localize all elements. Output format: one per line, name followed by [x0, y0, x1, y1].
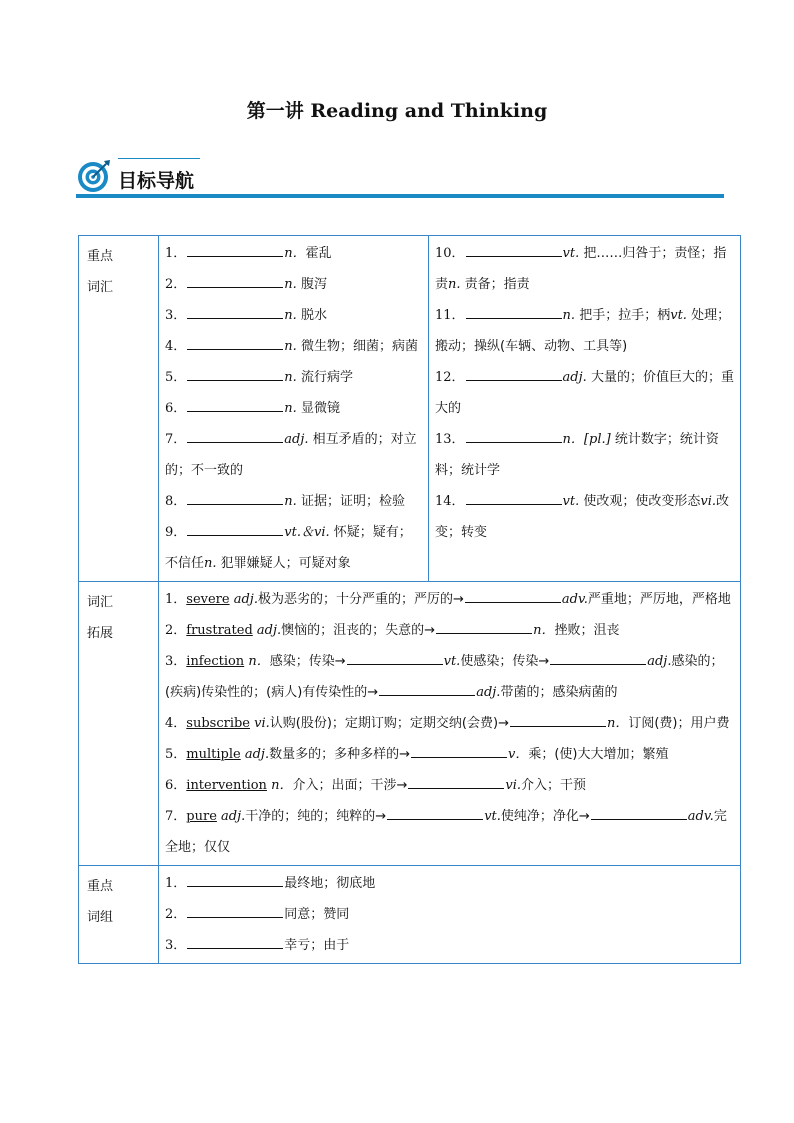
phrases-content: [159, 866, 741, 964]
answer-blank[interactable]: [436, 620, 532, 634]
category-cell: [79, 866, 159, 964]
list-item: 6． n. 显微镜: [165, 393, 422, 424]
vocab-table: [78, 235, 741, 964]
list-item: 2． n. 腹泻: [165, 269, 422, 300]
phrases-row: [79, 866, 741, 964]
answer-blank[interactable]: [466, 305, 562, 319]
list-item: 8． n. 证据；证明；检验: [165, 486, 422, 517]
category-label: 重点: [87, 879, 114, 894]
answer-blank[interactable]: [466, 429, 562, 443]
list-item: 11． n. 把手；拉手；柄vt. 处理；搬动；操纵(车辆、动物、工具等): [435, 300, 734, 362]
list-item: 6．intervention n．介入；出面；干涉→ vi.介入；干预: [165, 770, 734, 801]
vocab-right-column: [429, 236, 741, 582]
answer-blank[interactable]: [510, 713, 606, 727]
answer-blank[interactable]: [187, 522, 283, 536]
vocab-left-column: [159, 236, 429, 582]
answer-blank[interactable]: [465, 589, 561, 603]
list-item: 4．subscribe vi.认购(股份)；定期订购；定期交纳(会费)→ n．订阅(费)；用户费: [165, 708, 734, 739]
answer-blank[interactable]: [187, 274, 283, 288]
target-icon: [76, 158, 112, 194]
list-item: 3．infection n．感染；传染→ vt.使感染；传染→ adj.感染的；(疾病)传染性的；(病人)有传染性的→ adj.带菌的；感染病菌的: [165, 646, 734, 708]
answer-blank[interactable]: [187, 243, 283, 257]
list-item: 1． n．霍乱: [165, 238, 422, 269]
list-item: 12． adj. 大量的；价值巨大的；重大的: [435, 362, 734, 424]
list-item: 1．severe adj.极为恶劣的；十分严重的；严厉的→ adv.严重地；严厉地，严格地: [165, 584, 734, 615]
category-cell: [79, 582, 159, 866]
list-item: 7．pure adj.干净的；纯的；纯粹的→ vt.使纯净；净化→ adv.完全地；仅仅: [165, 801, 734, 863]
answer-blank[interactable]: [466, 243, 562, 257]
page-title: 第一讲 Reading and Thinking: [246, 100, 548, 122]
header-top-line: [118, 158, 200, 159]
list-item: 5．multiple adj.数量多的；多种多样的→ v．乘；(使)大大增加；繁殖: [165, 739, 734, 770]
category-label: 词组: [87, 910, 114, 925]
list-item: 10． vt. 把……归咎于；责怪；指责n. 责备；指责: [435, 238, 734, 300]
list-item: 2． 同意；赞同: [165, 899, 734, 930]
list-item: 3． n. 脱水: [165, 300, 422, 331]
answer-blank[interactable]: [411, 744, 507, 758]
category-cell: [79, 236, 159, 582]
list-item: 14． vt. 使改观；使改变形态vi.改变；转变: [435, 486, 734, 548]
answer-blank[interactable]: [187, 305, 283, 319]
answer-blank[interactable]: [347, 651, 443, 665]
answer-blank[interactable]: [387, 806, 483, 820]
answer-blank[interactable]: [187, 429, 283, 443]
answer-blank[interactable]: [408, 775, 504, 789]
answer-blank[interactable]: [591, 806, 687, 820]
category-label: 重点: [87, 249, 114, 264]
list-item: 7． adj. 相互矛盾的；对立的；不一致的: [165, 424, 422, 486]
list-item: 5． n. 流行病学: [165, 362, 422, 393]
list-item: 1． 最终地；彻底地: [165, 868, 734, 899]
category-label: 词汇: [87, 280, 114, 295]
vocab-row: [79, 236, 741, 582]
answer-blank[interactable]: [187, 491, 283, 505]
list-item: 4． n. 微生物；细菌；病菌: [165, 331, 422, 362]
section-header: [76, 152, 724, 200]
answer-blank[interactable]: [379, 682, 475, 696]
list-item: 13． n．[pl.] 统计数字；统计资料；统计学: [435, 424, 734, 486]
answer-blank[interactable]: [187, 935, 283, 949]
list-item: 9． vt.＆vi. 怀疑；疑有；不信任n. 犯罪嫌疑人；可疑对象: [165, 517, 422, 579]
category-label: 词汇: [87, 595, 114, 610]
answer-blank[interactable]: [550, 651, 646, 665]
answer-blank[interactable]: [187, 904, 283, 918]
header-rule: [76, 194, 724, 198]
category-label: 拓展: [87, 626, 114, 641]
answer-blank[interactable]: [187, 398, 283, 412]
list-item: 3． 幸亏；由于: [165, 930, 734, 961]
expansion-content: [159, 582, 741, 866]
answer-blank[interactable]: [187, 336, 283, 350]
answer-blank[interactable]: [466, 491, 562, 505]
expansion-row: [79, 582, 741, 866]
list-item: 2．frustrated adj.懊恼的；沮丧的；失意的→ n．挫败；沮丧: [165, 615, 734, 646]
answer-blank[interactable]: [466, 367, 562, 381]
answer-blank[interactable]: [187, 873, 283, 887]
section-title: 目标导航: [118, 170, 195, 192]
answer-blank[interactable]: [187, 367, 283, 381]
